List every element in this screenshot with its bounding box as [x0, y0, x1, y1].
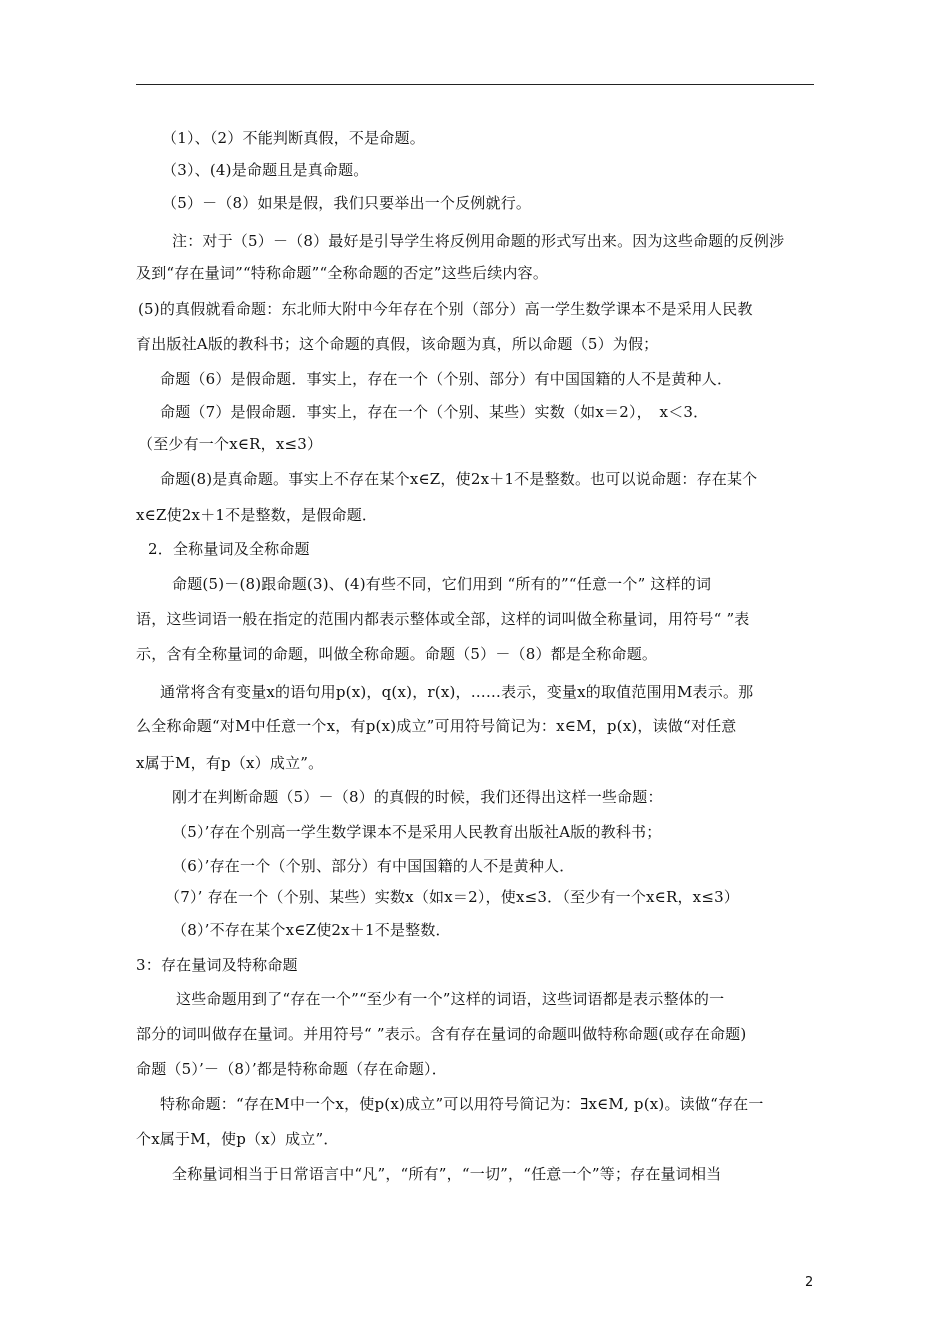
text-line: x∈Z使2x＋1不是整数，是假命题． — [136, 506, 378, 524]
header-rule — [136, 84, 814, 85]
text-line: （至少有一个x∈R，x≤3） — [138, 435, 323, 453]
text-line: （1）、（2）不能判断真假，不是命题。 — [162, 129, 425, 147]
text-line: 命题(8)是真命题。事实上不存在某个x∈Z，使2x＋1不是整数。也可以说命题：存在某个 — [160, 470, 758, 488]
text-line: 通常将含有变量x的语句用p(x)，q(x)，r(x)，……表示，变量x的取值范围用M表示。那 — [160, 683, 754, 701]
section-heading: 3：存在量词及特称命题 — [136, 956, 298, 974]
text-line: x属于M，有p（x）成立”。 — [136, 754, 324, 772]
text-line: （8）’不存在某个x∈Z使2x＋1不是整数． — [172, 921, 451, 939]
text-line: 个x属于M，使p（x）成立”． — [136, 1130, 339, 1148]
text-line: （6）’存在一个（个别、部分）有中国国籍的人不是黄种人． — [172, 857, 575, 875]
text-line: （3）、(4)是命题且是真命题。 — [162, 161, 369, 179]
text-line: 命题（7）是假命题．事实上，存在一个（个别、某些）实数（如x＝2）， x＜3． — [160, 403, 709, 421]
text-line: 么全称命题“对M中任意一个x，有p(x)成立”可用符号简记为：x∈M，p(x)，读做“对任意 — [136, 717, 737, 735]
text-line: (5)的真假就看命题：东北师大附中今年存在个别（部分）高一学生数学课本不是采用人民教 — [138, 300, 753, 318]
page-number: 2 — [805, 1275, 814, 1290]
text-line: 全称量词相当于日常语言中“凡”，“所有”，“一切”，“任意一个”等；存在量词相当 — [172, 1165, 722, 1183]
text-line: 语，这些词语一般在指定的范围内都表示整体或全部，这样的词叫做全称量词，用符号“ ”表 — [136, 610, 750, 628]
text-line: 及到“存在量词”“特称命题”“全称命题的否定”这些后续内容。 — [136, 264, 549, 282]
text-line: 命题(5)－(8)跟命题(3)、(4)有些不同，它们用到 “所有的”“任意一个” 这样的词 — [172, 575, 712, 593]
text-line: （5）－（8）如果是假，我们只要举出一个反例就行。 — [162, 194, 532, 212]
text-line: 示，含有全称量词的命题，叫做全称命题。命题（5）－（8）都是全称命题。 — [136, 645, 658, 663]
text-line: （5）’存在个别高一学生数学课本不是采用人民教育出版社A版的教科书； — [172, 823, 662, 841]
text-line: （7）’ 存在一个（个别、某些）实数x（如x＝2），使x≤3．（至少有一个x∈R，x≤3） — [165, 888, 740, 906]
text-line: 命题（5）’－（8）’都是特称命题（存在命题）． — [136, 1060, 447, 1078]
text-line: 特称命题：“存在M中一个x，使p(x)成立”可以用符号简记为：∃x∈M, p(x)。读做“存在一 — [160, 1095, 764, 1113]
text-line: 这些命题用到了“存在一个”“至少有一个”这样的词语，这些词语都是表示整体的一 — [176, 990, 725, 1008]
text-line: 命题（6）是假命题．事实上，存在一个（个别、部分）有中国国籍的人不是黄种人． — [160, 370, 733, 388]
section-heading: 2．全称量词及全称命题 — [148, 540, 310, 558]
text-line: 部分的词叫做存在量词。并用符号“ ”表示。含有存在量词的命题叫做特称命题(或存在命题) — [136, 1025, 747, 1043]
text-line: 育出版社A版的教科书；这个命题的真假，该命题为真，所以命题（5）为假； — [136, 335, 659, 353]
text-line: 注：对于（5）－（8）最好是引导学生将反例用命题的形式写出来。因为这些命题的反例涉 — [172, 232, 785, 250]
text-line: 刚才在判断命题（5）－（8）的真假的时候，我们还得出这样一些命题： — [172, 788, 663, 806]
